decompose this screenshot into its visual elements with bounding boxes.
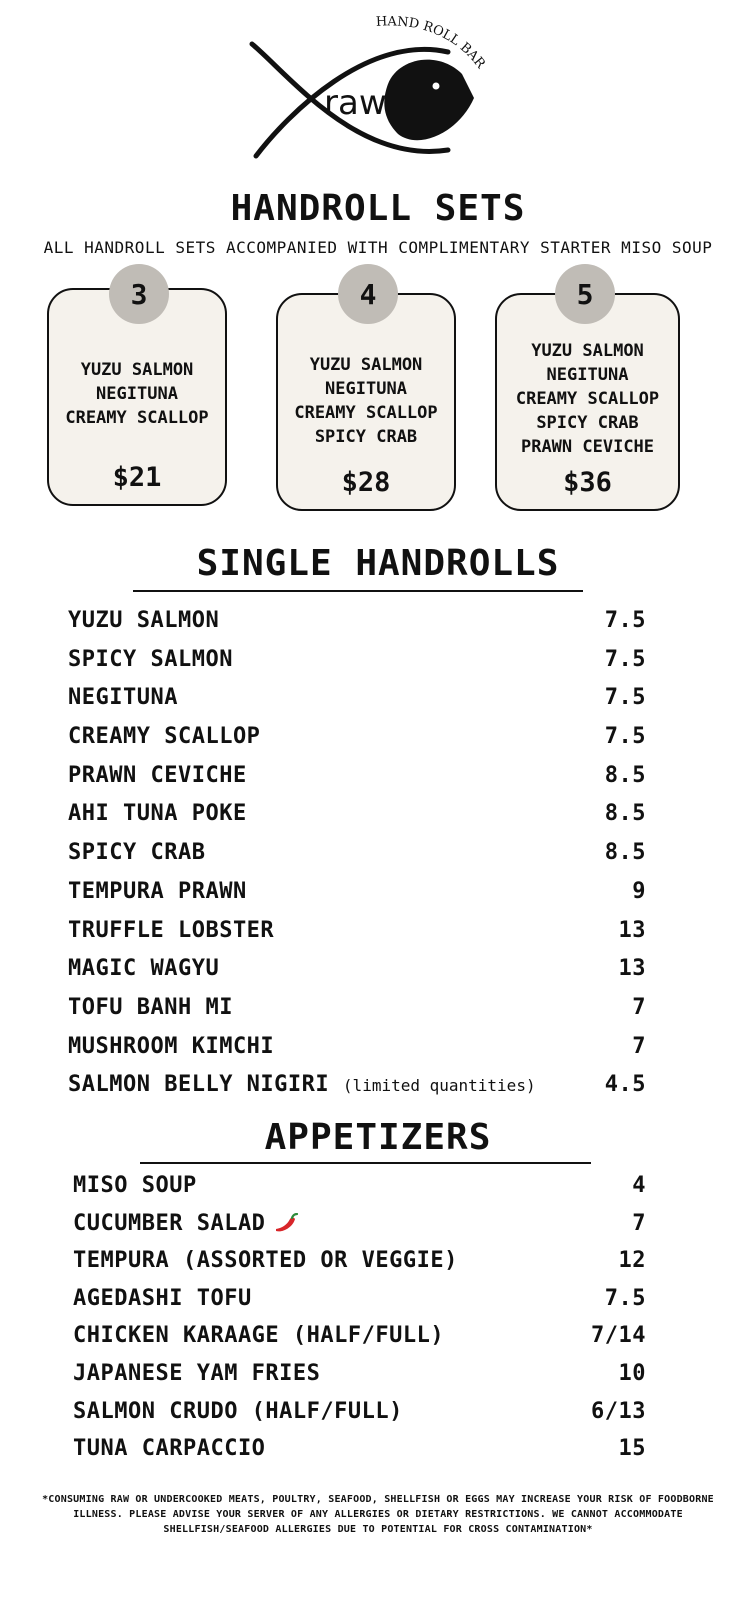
item-name: SALMON BELLY NIGIRI xyxy=(68,1072,330,1098)
disclaimer-line: ILLNESS. PLEASE ADVISE YOUR SERVER OF ANY ALLERGIES OR DIETARY RESTRICTIONS. WE CANNOT ACCOMMODATE xyxy=(73,1509,683,1520)
item-price: 13 xyxy=(618,956,646,982)
menu-item xyxy=(73,1286,646,1324)
item-price: 4.5 xyxy=(604,1072,646,1098)
item-price: 15 xyxy=(618,1436,646,1462)
item-name: MISO SOUP xyxy=(73,1173,197,1198)
set-count: 5 xyxy=(576,277,594,311)
menu-item xyxy=(73,1323,646,1361)
raw-hand-roll-bar-logo xyxy=(248,14,488,164)
set-items xyxy=(49,358,225,430)
item-name: TRUFFLE LOBSTER xyxy=(68,917,275,943)
menu-item xyxy=(68,647,646,686)
item-name: JAPANESE YAM FRIES xyxy=(73,1360,321,1386)
item-price: 10 xyxy=(618,1360,646,1386)
item-name: SPICY SALMON xyxy=(68,646,233,672)
menu-item xyxy=(68,995,646,1034)
item-price: 7.5 xyxy=(604,608,646,633)
set-item: YUZU SALMON xyxy=(531,341,644,361)
menu-item xyxy=(68,1034,646,1073)
disclaimer-line: SHELLFISH/SEAFOOD ALLERGIES DUE TO POTENTIAL FOR CROSS CONTAMINATION* xyxy=(163,1524,593,1535)
menu-item xyxy=(68,956,646,995)
item-name: TOFU BANH MI xyxy=(68,994,233,1020)
set-price: $21 xyxy=(112,462,162,493)
logo-word: raw xyxy=(324,83,387,123)
item-price: 7.5 xyxy=(604,724,646,750)
item-name: CREAMY SCALLOP xyxy=(68,724,261,750)
item-name: NEGITUNA xyxy=(68,685,178,711)
menu-item xyxy=(73,1436,646,1474)
set-item: CREAMY SCALLOP xyxy=(294,403,438,423)
set-item: NEGITUNA xyxy=(546,365,629,385)
menu-item xyxy=(68,801,646,840)
set-count-badge xyxy=(555,264,615,324)
set-item: SPICY CRAB xyxy=(314,427,418,447)
menu-item xyxy=(68,608,646,647)
item-price: 8.5 xyxy=(604,840,646,866)
section-divider xyxy=(140,1162,591,1164)
item-name: TUNA CARPACCIO xyxy=(73,1436,266,1462)
item-name: AHI TUNA POKE xyxy=(68,801,247,827)
item-price: 7 xyxy=(632,1210,646,1236)
item-price: 7/14 xyxy=(591,1323,646,1349)
set-card-3 xyxy=(47,277,227,506)
set-price: $36 xyxy=(563,467,612,498)
set-item: NEGITUNA xyxy=(325,379,407,399)
item-name: PRAWN CEVICHE xyxy=(68,762,247,788)
set-item: CREAMY SCALLOP xyxy=(515,389,660,409)
item-price: 7 xyxy=(632,1033,646,1059)
set-item: NEGITUNA xyxy=(96,384,178,404)
item-price: 4 xyxy=(632,1173,646,1198)
item-price: 7 xyxy=(632,994,646,1020)
set-card-5 xyxy=(495,277,680,511)
single-handrolls-list xyxy=(68,608,646,1111)
set-item: SPICY CRAB xyxy=(536,413,639,433)
appetizers-list xyxy=(73,1173,646,1474)
item-price: 13 xyxy=(618,917,646,943)
handroll-sets-title: HANDROLL SETS xyxy=(230,188,526,229)
set-count: 3 xyxy=(130,277,148,311)
set-items xyxy=(278,353,454,449)
section-divider xyxy=(133,590,583,592)
menu-item xyxy=(73,1248,646,1286)
menu-item xyxy=(68,724,646,763)
menu-item xyxy=(68,763,646,802)
item-name: SALMON CRUDO (HALF/FULL) xyxy=(73,1398,403,1424)
chili-pepper-icon xyxy=(273,1213,299,1235)
item-name: TEMPURA (ASSORTED OR VEGGIE) xyxy=(73,1248,458,1274)
set-item: YUZU SALMON xyxy=(309,355,423,375)
set-price: $28 xyxy=(341,467,391,498)
item-price: 7.5 xyxy=(604,646,646,672)
item-price: 6/13 xyxy=(591,1398,646,1424)
set-item: CREAMY SCALLOP xyxy=(65,408,209,428)
item-name: TEMPURA PRAWN xyxy=(68,878,247,904)
item-price: 7.5 xyxy=(604,1285,646,1311)
set-count: 4 xyxy=(359,277,377,311)
single-handrolls-title: SINGLE HANDROLLS xyxy=(196,543,560,584)
item-price: 7.5 xyxy=(604,685,646,711)
menu-item xyxy=(73,1361,646,1399)
item-price: 8.5 xyxy=(604,762,646,788)
item-note: (limited quantities) xyxy=(342,1076,536,1096)
menu-item xyxy=(68,879,646,918)
item-price: 9 xyxy=(632,878,646,904)
set-count-badge xyxy=(338,264,398,324)
allergy-disclaimer xyxy=(30,1492,726,1537)
set-count-badge xyxy=(109,264,169,324)
item-name: MUSHROOM KIMCHI xyxy=(68,1033,275,1059)
set-item: YUZU SALMON xyxy=(80,360,194,380)
item-name: SPICY CRAB xyxy=(68,840,206,866)
set-items xyxy=(497,339,678,459)
appetizers-title: APPETIZERS xyxy=(264,1117,492,1158)
item-price: 8.5 xyxy=(604,801,646,827)
menu-item xyxy=(68,685,646,724)
logo-arc-text: HAND ROLL BAR xyxy=(375,14,488,72)
handroll-sets-subtitle: ALL HANDROLL SETS ACCOMPANIED WITH COMPLIMENTARY STARTER MISO SOUP xyxy=(43,238,713,257)
item-name: CHICKEN KARAAGE (HALF/FULL) xyxy=(73,1323,445,1349)
menu-item xyxy=(73,1399,646,1437)
item-price: 12 xyxy=(618,1248,646,1274)
menu-item xyxy=(68,1072,646,1111)
menu-item xyxy=(68,840,646,879)
menu-item xyxy=(73,1211,646,1249)
disclaimer-line: *CONSUMING RAW OR UNDERCOOKED MEATS, POULTRY, SEAFOOD, SHELLFISH OR EGGS MAY INCREASE YOUR RISK OF FOODBORNE xyxy=(42,1494,714,1505)
item-name: MAGIC WAGYU xyxy=(68,956,220,982)
set-card-4 xyxy=(276,277,456,511)
menu-item xyxy=(73,1173,646,1211)
menu-item xyxy=(68,918,646,957)
item-name: YUZU SALMON xyxy=(68,608,220,633)
item-name: AGEDASHI TOFU xyxy=(73,1285,252,1311)
set-item: PRAWN CEVICHE xyxy=(520,437,655,457)
item-name: CUCUMBER SALAD xyxy=(73,1210,266,1236)
